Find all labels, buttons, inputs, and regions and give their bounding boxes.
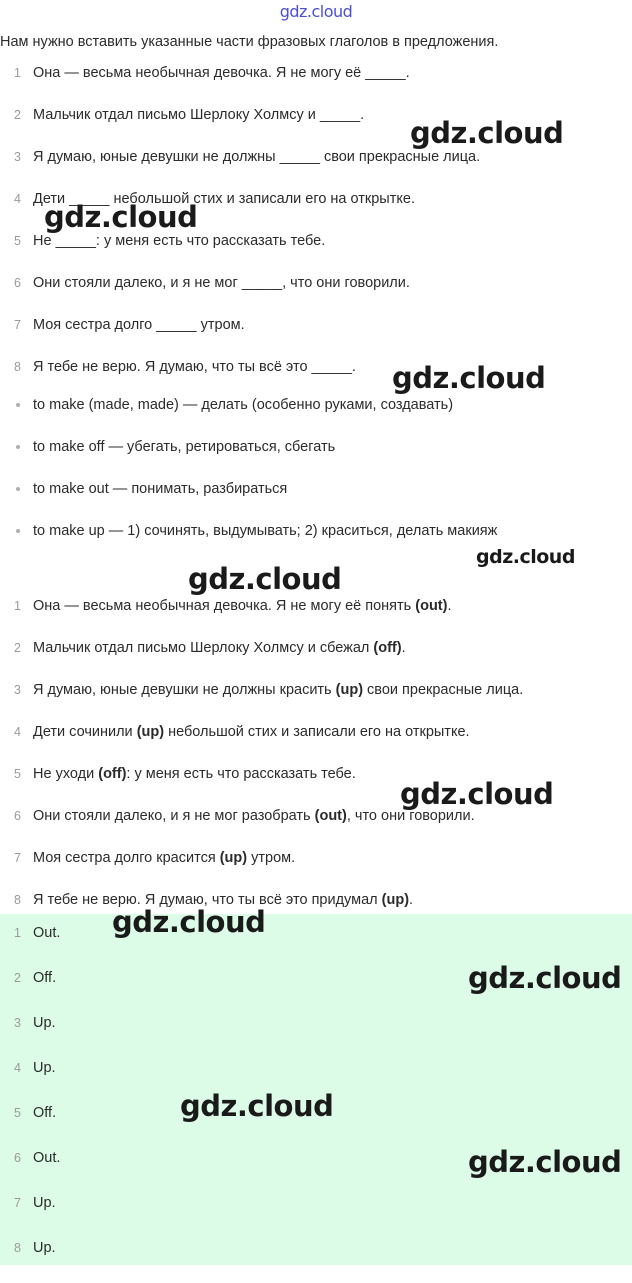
item-number: 8 (14, 893, 21, 907)
bullet-icon (16, 487, 20, 491)
item-number: 4 (14, 1061, 21, 1075)
watermark: gdz.cloud (468, 1145, 622, 1179)
answer-text: Она — весьма необычная девочка. Я не могу её понять (out). (33, 598, 452, 614)
vocabulary-text: to make up — 1) сочинять, выдумывать; 2) краситься, делать макияж (33, 523, 498, 539)
item-number: 4 (14, 192, 21, 206)
item-number: 1 (14, 926, 21, 940)
bullet-icon (16, 529, 20, 533)
item-number: 2 (14, 971, 21, 985)
watermark: gdz.cloud (392, 361, 546, 395)
bullet-icon (16, 445, 20, 449)
item-number: 5 (14, 767, 21, 781)
item-number: 3 (14, 150, 21, 164)
answer-particle: (off) (98, 766, 127, 782)
task-text: Они стояли далеко, и я не мог _____, что они говорили. (33, 275, 410, 291)
answer-text: Не уходи (off): у меня есть что рассказать тебе. (33, 766, 356, 782)
bullet-icon (16, 403, 20, 407)
item-number: 8 (14, 1241, 21, 1255)
task-text: Не _____: у меня есть что рассказать тебе. (33, 233, 326, 249)
watermark: gdz.cloud (180, 1089, 334, 1123)
item-number: 6 (14, 276, 21, 290)
task-text: Я тебе не верю. Я думаю, что ты всё это _____. (33, 359, 356, 375)
answer-text: Они стояли далеко, и я не мог разобрать (out), что они говорили. (33, 808, 475, 824)
item-number: 4 (14, 725, 21, 739)
watermark: gdz.cloud (112, 905, 266, 939)
item-number: 3 (14, 1016, 21, 1030)
item-number: 3 (14, 683, 21, 697)
item-number: 2 (14, 108, 21, 122)
answer-particle: (up) (381, 892, 410, 908)
answer-particle: (out) (314, 808, 347, 824)
item-number: 2 (14, 641, 21, 655)
task-text: Она — весьма необычная девочка. Я не могу её _____. (33, 65, 410, 81)
watermark: gdz.cloud (400, 777, 554, 811)
watermark: gdz.cloud (188, 562, 342, 596)
item-number: 1 (14, 66, 21, 80)
task-intro: Нам нужно вставить указанные части фразовых глаголов в предложения. (0, 34, 499, 50)
short-answer-text: Out. (33, 925, 61, 941)
item-number: 7 (14, 851, 21, 865)
item-number: 8 (14, 360, 21, 374)
answer-particle: (off) (373, 640, 402, 656)
short-answer-text: Up. (33, 1240, 56, 1256)
task-text: Дети _____ небольшой стих и записали его на открытке. (33, 191, 415, 207)
item-number: 5 (14, 234, 21, 248)
answer-text: Мальчик отдал письмо Шерлоку Холмсу и сбежал (off). (33, 640, 406, 656)
vocabulary-text: to make out — понимать, разбираться (33, 481, 288, 497)
item-number: 6 (14, 1151, 21, 1165)
answer-text: Дети сочинили (up) небольшой стих и записали его на открытке. (33, 724, 470, 740)
vocabulary-text: to make (made, made) — делать (особенно руками, создавать) (33, 397, 454, 413)
short-answer-text: Up. (33, 1015, 56, 1031)
item-number: 7 (14, 1196, 21, 1210)
short-answer-text: Up. (33, 1195, 56, 1211)
short-answer-text: Out. (33, 1150, 61, 1166)
vocabulary-text: to make off — убегать, ретироваться, сбегать (33, 439, 336, 455)
answer-text: Я тебе не верю. Я думаю, что ты всё это придумал (up). (33, 892, 414, 908)
watermark: gdz.cloud (476, 546, 575, 568)
answer-particle: (up) (136, 724, 165, 740)
answer-text: Моя сестра долго красится (up) утром. (33, 850, 296, 866)
item-number: 7 (14, 318, 21, 332)
short-answer-text: Up. (33, 1060, 56, 1076)
short-answer-text: Off. (33, 1105, 57, 1121)
task-text: Моя сестра долго _____ утром. (33, 317, 245, 333)
task-text: Я думаю, юные девушки не должны _____ свои прекрасные лица. (33, 149, 481, 165)
short-answer-text: Off. (33, 970, 57, 986)
item-number: 6 (14, 809, 21, 823)
watermark: gdz.cloud (410, 116, 564, 150)
answer-particle: (out) (415, 598, 448, 614)
answer-particle: (up) (335, 682, 364, 698)
answer-text: Я думаю, юные девушки не должны красить (up) свои прекрасные лица. (33, 682, 524, 698)
answer-particle: (up) (219, 850, 248, 866)
task-text: Мальчик отдал письмо Шерлоку Холмсу и _____. (33, 107, 365, 123)
watermark: gdz.cloud (44, 200, 198, 234)
watermark: gdz.cloud (468, 961, 622, 995)
item-number: 1 (14, 599, 21, 613)
item-number: 5 (14, 1106, 21, 1120)
site-logo[interactable]: gdz.cloud (279, 2, 353, 21)
